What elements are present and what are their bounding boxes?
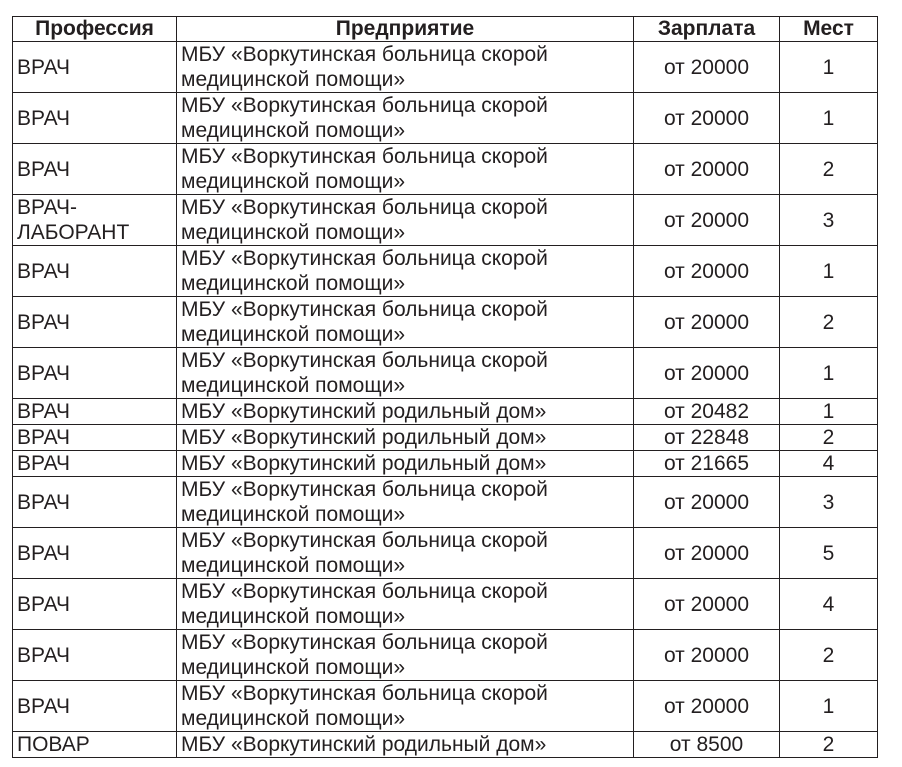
enterprise-cell: МБУ «Воркутинская больница скорой медицинской помощи» [177, 681, 634, 732]
table-row [13, 630, 878, 681]
enterprise-cell: МБУ «Воркутинская больница скорой медицинской помощи» [177, 477, 634, 528]
table-row [13, 528, 878, 579]
table-row [13, 579, 878, 630]
places-cell: 4 [780, 579, 878, 630]
places-cell: 1 [780, 42, 878, 93]
places-cell: 2 [780, 297, 878, 348]
salary-cell: от 22848 [634, 425, 780, 451]
enterprise-cell: МБУ «Воркутинская больница скорой медицинской помощи» [177, 144, 634, 195]
places-cell: 3 [780, 195, 878, 246]
places-cell: 1 [780, 93, 878, 144]
cut-off-glyph [262, 0, 276, 6]
cut-off-glyph [230, 0, 238, 6]
profession-cell: ВРАЧ [13, 399, 177, 425]
profession-cell: ВРАЧ [13, 630, 177, 681]
profession-cell: ВРАЧ [13, 42, 177, 93]
table-body [13, 42, 878, 758]
salary-cell: от 20000 [634, 630, 780, 681]
profession-cell: ВРАЧ [13, 246, 177, 297]
enterprise-cell: МБУ «Воркутинская больница скорой медицинской помощи» [177, 195, 634, 246]
salary-cell: от 20000 [634, 246, 780, 297]
salary-cell: от 20000 [634, 579, 780, 630]
table-row [13, 732, 878, 758]
enterprise-cell: МБУ «Воркутинский родильный дом» [177, 451, 634, 477]
profession-cell: ВРАЧ [13, 528, 177, 579]
profession-cell: ПОВАР [13, 732, 177, 758]
salary-cell: от 20000 [634, 528, 780, 579]
enterprise-cell: МБУ «Воркутинская больница скорой медицинской помощи» [177, 93, 634, 144]
table-row [13, 425, 878, 451]
enterprise-cell: МБУ «Воркутинский родильный дом» [177, 425, 634, 451]
header-salary: Зарплата [634, 17, 780, 42]
table-row [13, 399, 878, 425]
table-row [13, 246, 878, 297]
salary-cell: от 20000 [634, 195, 780, 246]
salary-cell: от 20000 [634, 477, 780, 528]
places-cell: 1 [780, 246, 878, 297]
table-row [13, 144, 878, 195]
enterprise-cell: МБУ «Воркутинская больница скорой медицинской помощи» [177, 297, 634, 348]
places-cell: 2 [780, 732, 878, 758]
profession-cell: ВРАЧ [13, 451, 177, 477]
places-cell: 1 [780, 348, 878, 399]
places-cell: 4 [780, 451, 878, 477]
places-cell: 2 [780, 425, 878, 451]
cut-off-text-line [0, 0, 902, 6]
cut-off-glyph [420, 0, 428, 6]
profession-cell: ВРАЧ-ЛАБОРАНТ [13, 195, 177, 246]
enterprise-cell: МБУ «Воркутинская больница скорой медицинской помощи» [177, 348, 634, 399]
table-row [13, 93, 878, 144]
enterprise-cell: МБУ «Воркутинская больница скорой медицинской помощи» [177, 579, 634, 630]
table-row [13, 42, 878, 93]
places-cell: 5 [780, 528, 878, 579]
places-cell: 1 [780, 399, 878, 425]
profession-cell: ВРАЧ [13, 477, 177, 528]
table-header-row [13, 17, 878, 42]
header-enterprise: Предприятие [177, 17, 634, 42]
profession-cell: ВРАЧ [13, 579, 177, 630]
salary-cell: от 20000 [634, 93, 780, 144]
profession-cell: ВРАЧ [13, 297, 177, 348]
places-cell: 2 [780, 630, 878, 681]
cut-off-glyph [188, 0, 198, 6]
header-profession: Профессия [13, 17, 177, 42]
table-row [13, 348, 878, 399]
places-cell: 1 [780, 681, 878, 732]
profession-cell: ВРАЧ [13, 681, 177, 732]
enterprise-cell: МБУ «Воркутинская больница скорой медицинской помощи» [177, 528, 634, 579]
enterprise-cell: МБУ «Воркутинская больница скорой медицинской помощи» [177, 246, 634, 297]
table-row [13, 681, 878, 732]
enterprise-cell: МБУ «Воркутинская больница скорой медицинской помощи» [177, 630, 634, 681]
table-row [13, 195, 878, 246]
header-places: Мест [780, 17, 878, 42]
table-row [13, 477, 878, 528]
places-cell: 3 [780, 477, 878, 528]
enterprise-cell: МБУ «Воркутинская больница скорой медицинской помощи» [177, 42, 634, 93]
profession-cell: ВРАЧ [13, 93, 177, 144]
salary-cell: от 20000 [634, 42, 780, 93]
enterprise-cell: МБУ «Воркутинский родильный дом» [177, 399, 634, 425]
salary-cell: от 8500 [634, 732, 780, 758]
enterprise-cell: МБУ «Воркутинский родильный дом» [177, 732, 634, 758]
salary-cell: от 20000 [634, 348, 780, 399]
profession-cell: ВРАЧ [13, 348, 177, 399]
table-row [13, 451, 878, 477]
salary-cell: от 20000 [634, 681, 780, 732]
cut-off-glyph [160, 0, 166, 6]
table-row [13, 297, 878, 348]
places-cell: 2 [780, 144, 878, 195]
salary-cell: от 20000 [634, 297, 780, 348]
salary-cell: от 20482 [634, 399, 780, 425]
vacancies-table [12, 16, 878, 758]
profession-cell: ВРАЧ [13, 144, 177, 195]
salary-cell: от 21665 [634, 451, 780, 477]
profession-cell: ВРАЧ [13, 425, 177, 451]
salary-cell: от 20000 [634, 144, 780, 195]
